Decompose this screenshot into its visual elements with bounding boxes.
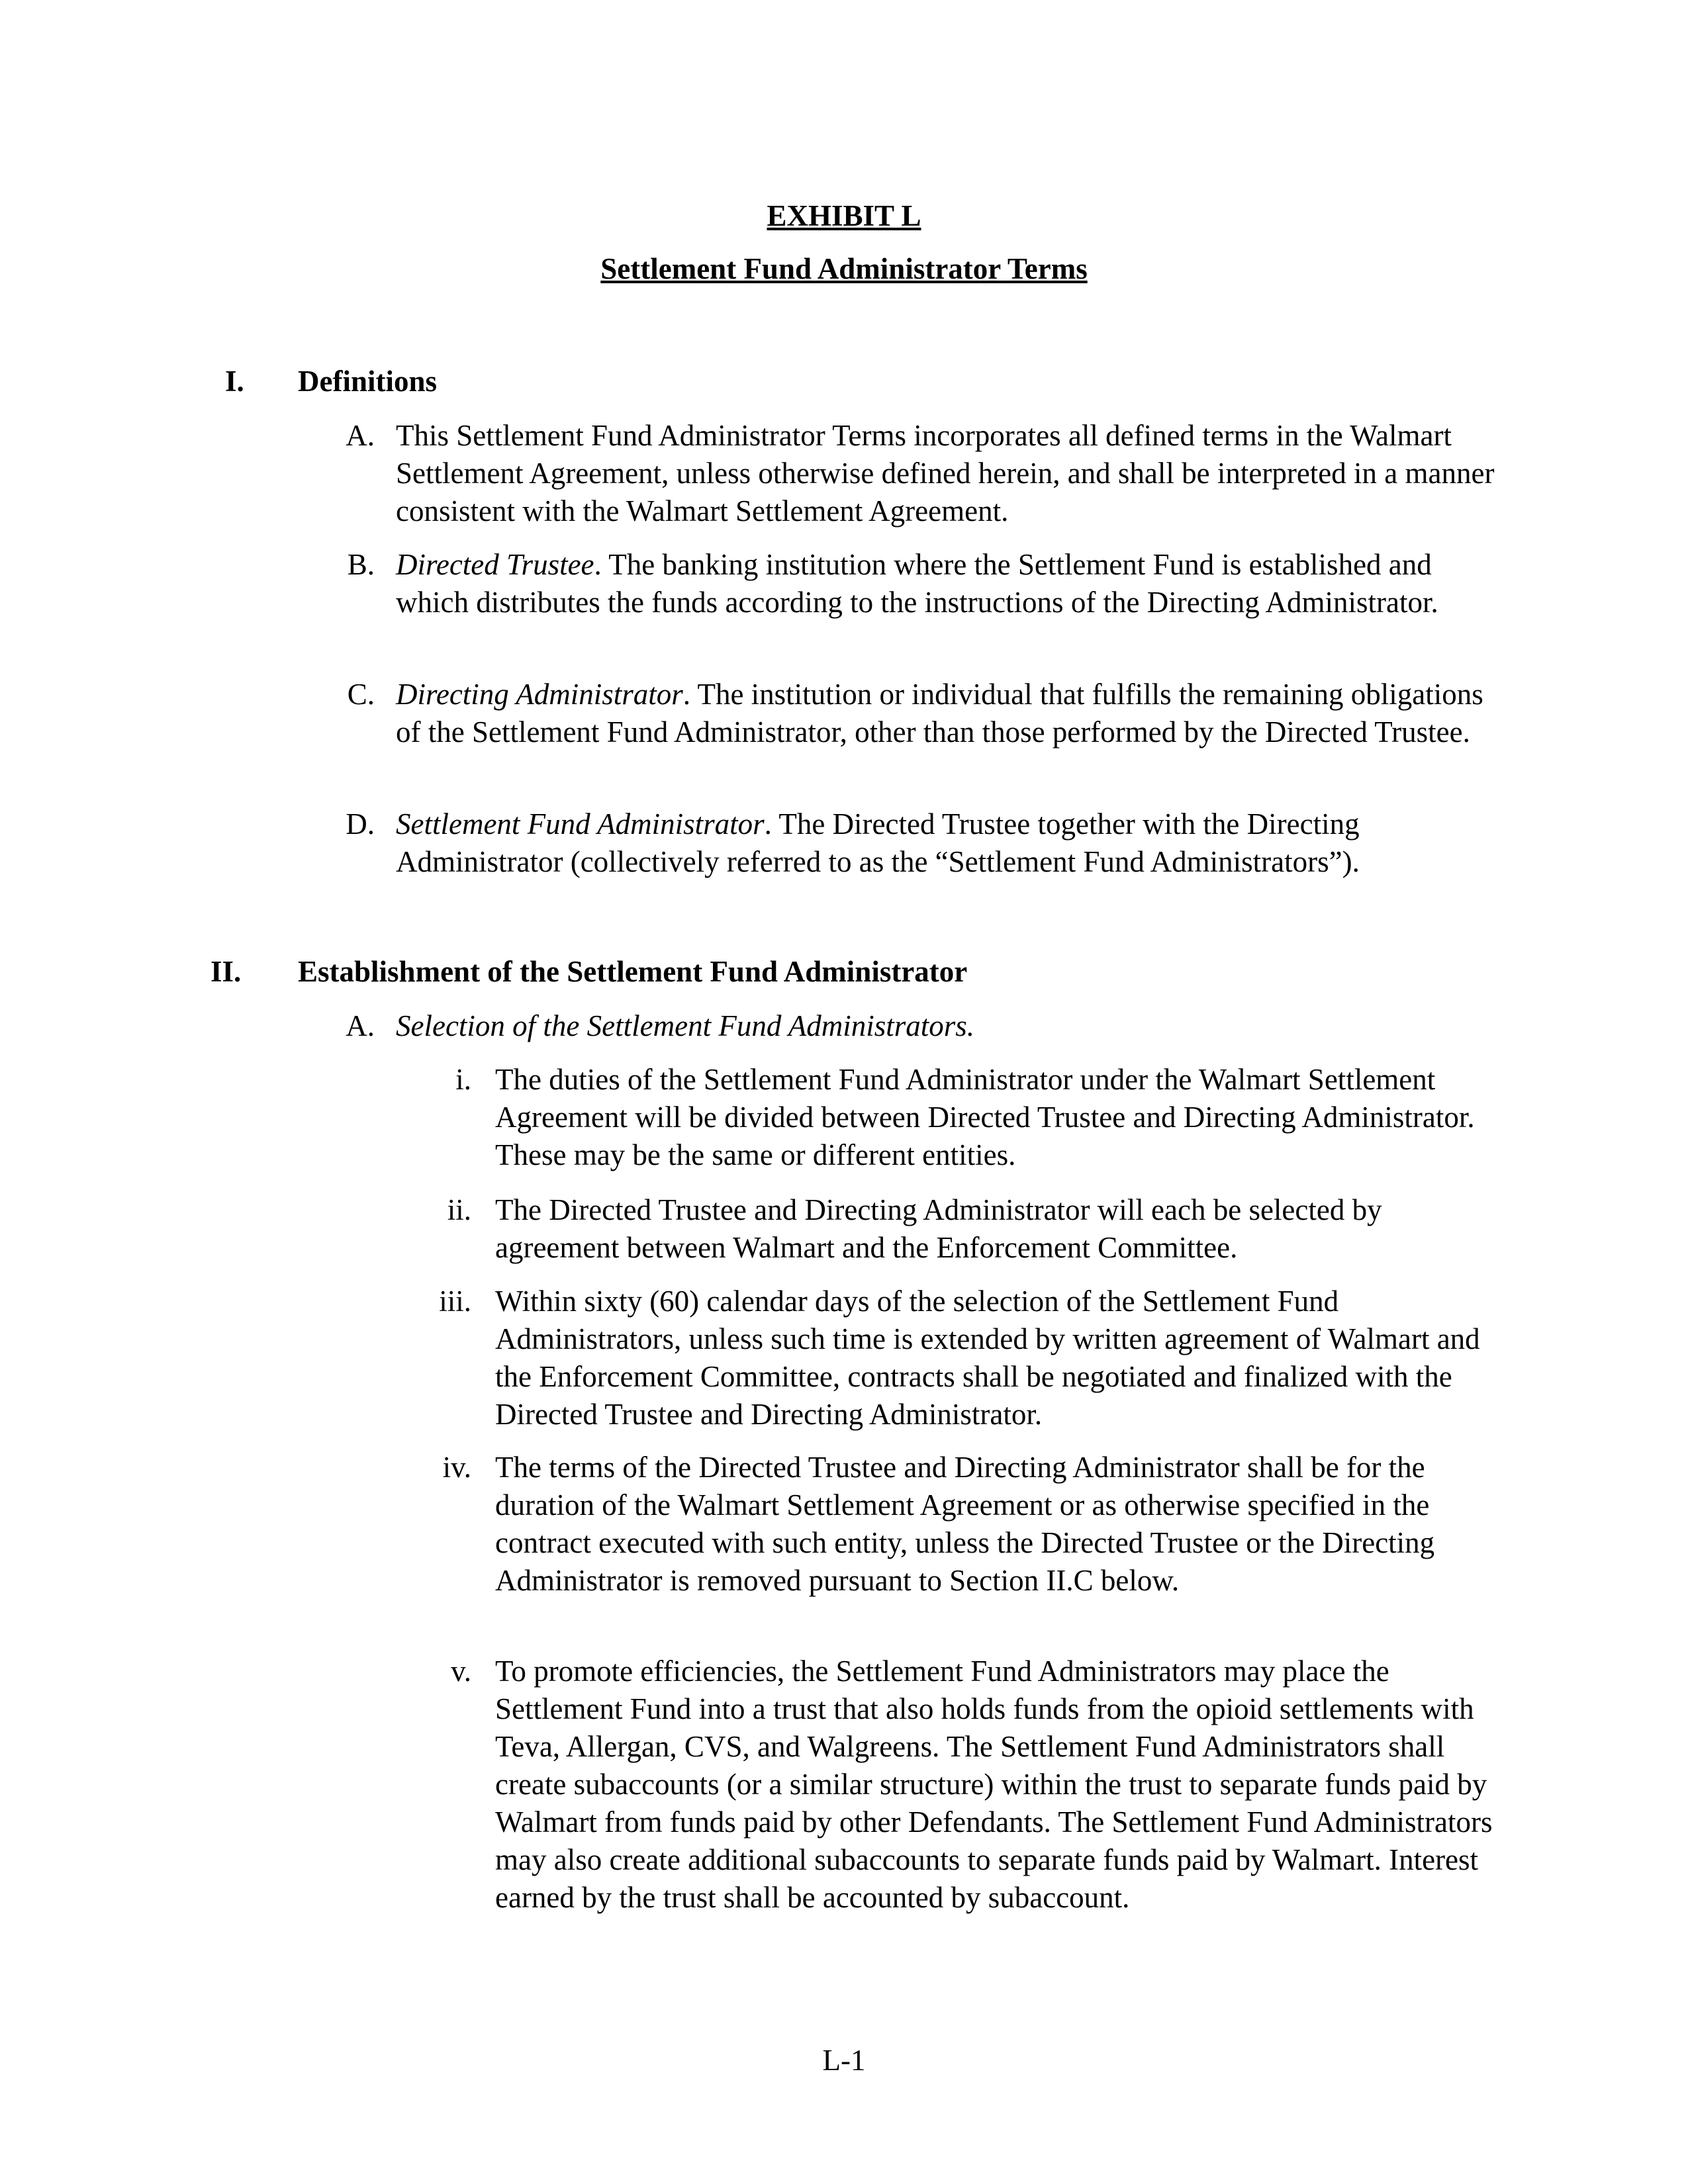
section-2-number: II. <box>211 955 242 988</box>
document-title: Settlement Fund Administrator Terms <box>600 252 1088 285</box>
subsection-a-heading: Selection of the Settlement Fund Administrators. <box>396 1009 975 1042</box>
section-1-title: Definitions <box>298 365 438 398</box>
item-v-text: To promote efficiencies, the Settlement Fund Administrators may place the Settlement Fund into a trust that also holds funds from the opioid settlements with Teva, Allergan, CVS, and Walgreens. The Settlement Fund Administrators shall create subaccounts (or a similar structure) within the trust to separate funds paid by Walmart from funds paid by other Defendants. The Settlement Fund Administrators may also create additional subaccounts to separate funds paid by Walmart. Interest earned by the trust shall be accounted by subaccount. <box>495 1655 1493 1914</box>
section-1-number: I. <box>225 365 244 398</box>
subsection-a-label: A. <box>346 1009 375 1042</box>
definition-c-label: C. <box>347 678 375 711</box>
definition-d-label: D. <box>346 807 375 841</box>
definition-c-text: Directing Administrator. The institution or individual that fulfills the remaining obligations of the Settlement Fund Administrator, other than those performed by the Directed Trustee. <box>396 678 1483 749</box>
item-ii-text: The Directed Trustee and Directing Administrator will each be selected by agreement between Walmart and the Enforcement Committee. <box>495 1193 1382 1264</box>
definition-d-text: Settlement Fund Administrator. The Directed Trustee together with the Directing Administrator (collectively referred to as the “Settlement Fund Administrators”). <box>396 807 1360 878</box>
defined-term: Directing Administrator <box>396 678 683 711</box>
page-number: L-1 <box>822 2044 866 2077</box>
item-v-label: v. <box>451 1655 471 1688</box>
defined-term: Settlement Fund Administrator <box>396 807 765 841</box>
section-2-title: Establishment of the Settlement Fund Administrator <box>298 955 968 988</box>
definition-b-label: B. <box>347 548 375 581</box>
item-i-label: i. <box>455 1063 471 1096</box>
item-ii-label: ii. <box>447 1193 471 1226</box>
item-iv-text: The terms of the Directed Trustee and Directing Administrator shall be for the duration of the Walmart Settlement Agreement or as otherwise specified in the contract executed with such entity, unless the Directed Trustee or the Directing Administrator is removed pursuant to Section II.C below. <box>495 1451 1435 1597</box>
item-iii-text: Within sixty (60) calendar days of the selection of the Settlement Fund Administrators, unless such time is extended by written agreement of Walmart and the Enforcement Committee, contracts shall be negotiated and finalized with the Directed Trustee and Directing Administrator. <box>495 1285 1480 1431</box>
item-i-text: The duties of the Settlement Fund Administrator under the Walmart Settlement Agreement will be divided between Directed Trustee and Directing Administrator. These may be the same or different entities. <box>495 1063 1475 1171</box>
item-iii-label: iii. <box>439 1285 471 1318</box>
definition-a-text: This Settlement Fund Administrator Terms incorporates all defined terms in the Walmart Settlement Agreement, unless otherwise defined herein, and shall be interpreted in a manner consistent with the Walmart Settlement Agreement. <box>396 419 1495 527</box>
definition-a-label: A. <box>346 419 375 452</box>
definition-b-text: Directed Trustee. The banking institution where the Settlement Fund is established and which distributes the funds according to the instructions of the Directing Administrator. <box>396 548 1438 619</box>
exhibit-heading: EXHIBIT L <box>767 199 921 232</box>
defined-term: Directed Trustee <box>396 548 594 581</box>
item-iv-label: iv. <box>442 1451 471 1484</box>
